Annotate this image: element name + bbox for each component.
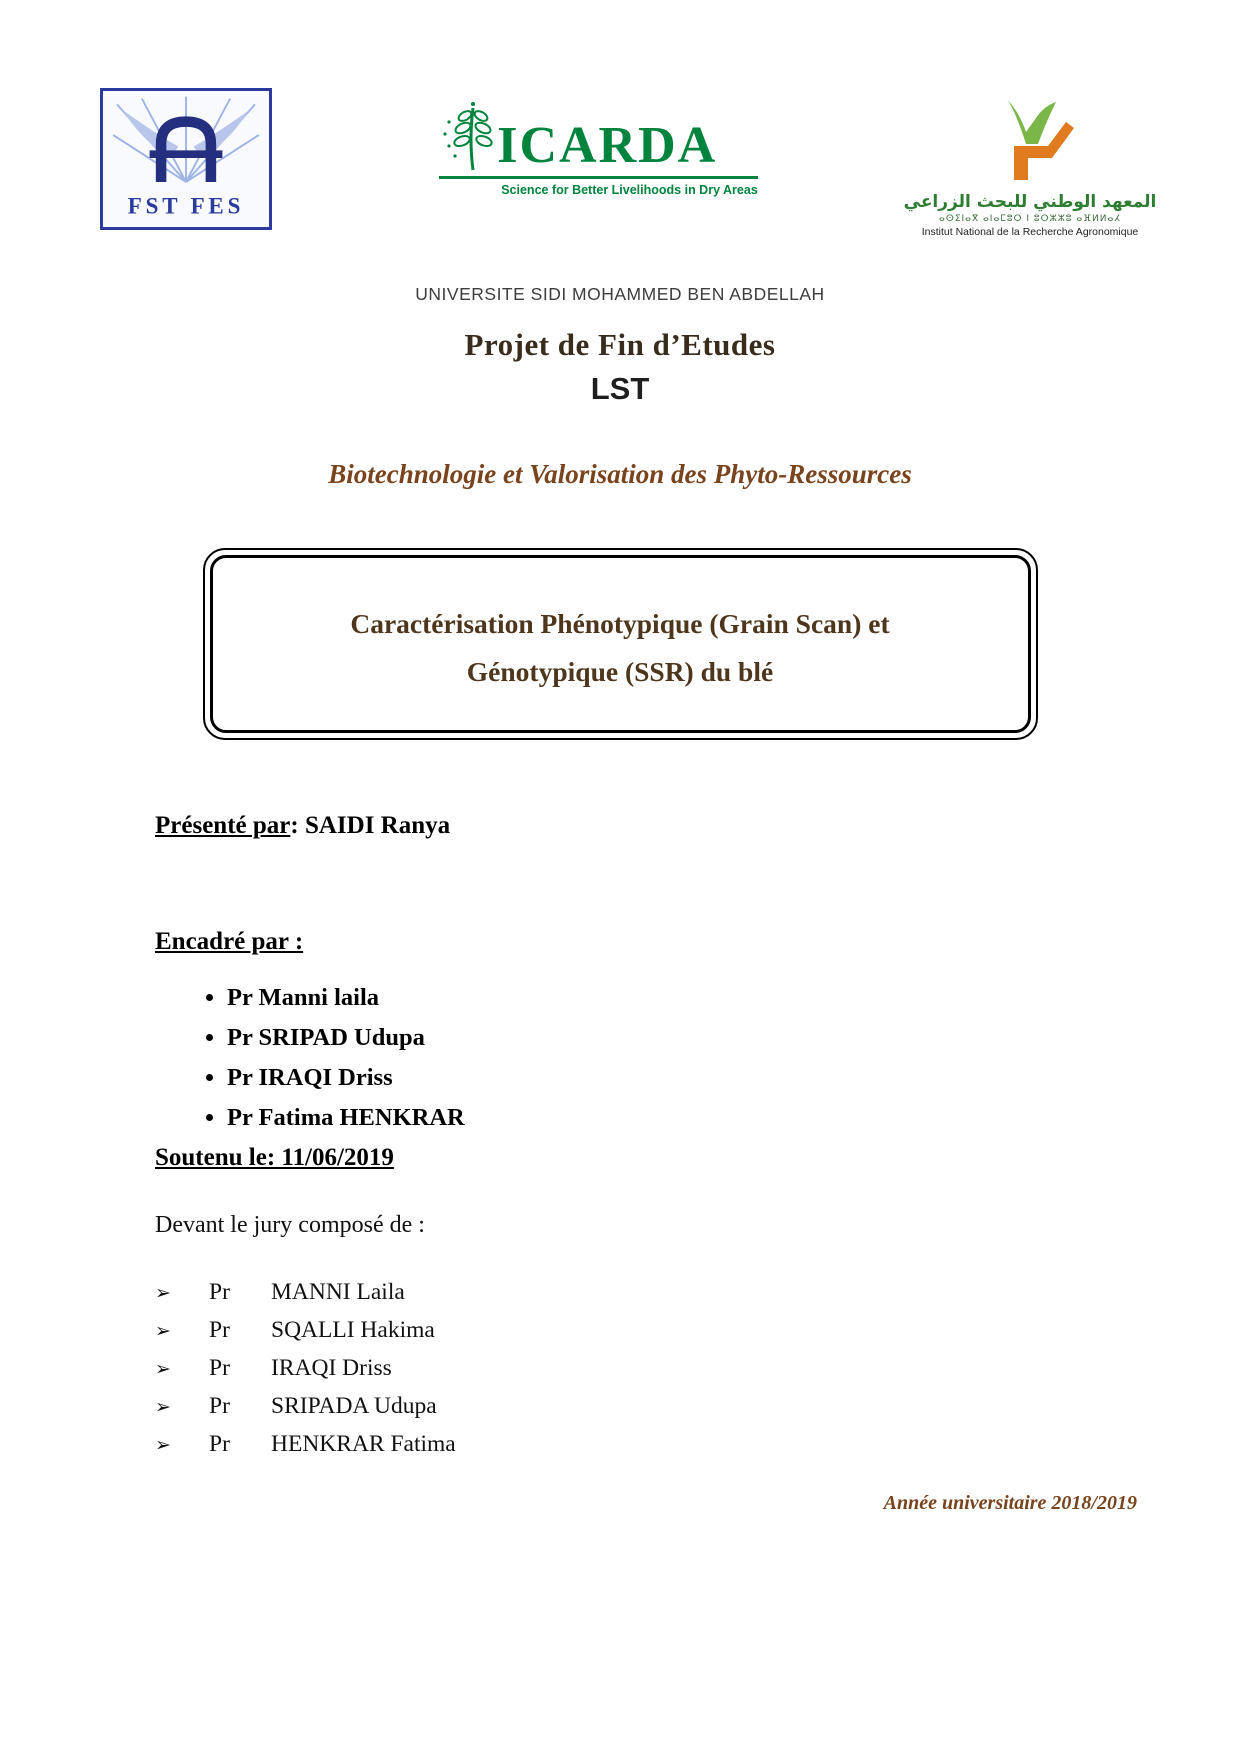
arrow-bullet-icon: ➢ bbox=[155, 1320, 171, 1343]
program-name: Biotechnologie et Valorisation des Phyto-Ressources bbox=[328, 459, 912, 489]
jury-member-name: SRIPADA Udupa bbox=[271, 1393, 437, 1420]
jury-row bbox=[155, 1355, 1120, 1382]
jury-member-title: Pr bbox=[209, 1279, 230, 1306]
jury-intro-line: Devant le jury composé de : bbox=[155, 1212, 425, 1239]
inra-tifinagh-name: ⴰⵙⵉⵏⴰⴳ ⴰⵏⴰⵎⵓⵔ ⵏ ⵓⵔⵣⵣⵓ ⴰⴼⵍⵍⴰⵃ bbox=[939, 214, 1121, 224]
defense-date-line: Soutenu le: 11/06/2019 bbox=[155, 1144, 394, 1172]
university-name: UNIVERSITE SIDI MOHAMMED BEN ABDELLAH bbox=[415, 284, 825, 304]
jury-member-name: SQALLI Hakima bbox=[271, 1317, 435, 1344]
presented-by-label: Présenté par bbox=[155, 812, 291, 840]
arrow-bullet-icon: ➢ bbox=[155, 1358, 171, 1381]
thesis-title-box bbox=[203, 548, 1038, 740]
jury-member-title: Pr bbox=[209, 1393, 230, 1420]
thesis-title-box-inner bbox=[210, 555, 1031, 733]
inra-plant-icon bbox=[970, 88, 1090, 188]
jury-row bbox=[155, 1317, 1120, 1344]
icarda-wordmark: ICARDA bbox=[497, 117, 718, 174]
jury-member-title: Pr bbox=[209, 1355, 230, 1382]
jury-row bbox=[155, 1279, 1120, 1306]
supervisors-list bbox=[155, 984, 1120, 1132]
jury-member-name: HENKRAR Fatima bbox=[271, 1431, 456, 1458]
inra-logo bbox=[903, 88, 1157, 238]
supervised-by-label: Encadré par : bbox=[155, 928, 304, 956]
content-area bbox=[0, 812, 1240, 1458]
arrow-bullet-icon: ➢ bbox=[155, 1282, 171, 1305]
document-title: Projet de Fin d’Etudes bbox=[464, 327, 776, 362]
jury-member-title: Pr bbox=[209, 1431, 230, 1458]
arrow-bullet-icon: ➢ bbox=[155, 1396, 171, 1419]
supervisor-item: • Pr Manni laila bbox=[227, 984, 1120, 1012]
fst-fes-logo-icon bbox=[103, 91, 269, 227]
jury-member-name: IRAQI Driss bbox=[271, 1355, 392, 1382]
supervisor-item: • Pr Fatima HENKRAR bbox=[227, 1104, 1120, 1132]
supervisor-item: • Pr IRAQI Driss bbox=[227, 1064, 1120, 1092]
jury-member-name: MANNI Laila bbox=[271, 1279, 405, 1306]
jury-member-title: Pr bbox=[209, 1317, 230, 1344]
academic-year: Année universitaire 2018/2019 bbox=[883, 1492, 1137, 1514]
svg-text:FST FES: FST FES bbox=[127, 193, 245, 219]
degree-title: LST bbox=[590, 371, 650, 406]
inra-arabic-name: المعهد الوطني للبحث الزراعي bbox=[903, 192, 1157, 212]
inra-french-name: Institut National de la Recherche Agronomique bbox=[921, 226, 1139, 238]
icarda-rule bbox=[439, 176, 758, 179]
arrow-bullet-icon: ➢ bbox=[155, 1434, 171, 1457]
presented-by-line bbox=[155, 812, 1120, 840]
fst-fes-logo bbox=[100, 88, 272, 230]
thesis-title-line2: Génotypique (SSR) du blé bbox=[466, 656, 774, 688]
thesis-title-line1: Caractérisation Phénotypique (Grain Scan) et bbox=[350, 608, 890, 639]
jury-row bbox=[155, 1431, 1120, 1458]
logos-row bbox=[0, 0, 1240, 238]
jury-row bbox=[155, 1393, 1120, 1420]
presented-by-value: : SAIDI Ranya bbox=[290, 812, 451, 840]
icarda-tagline: Science for Better Livelihoods in Dry Areas bbox=[501, 183, 758, 197]
icarda-logo bbox=[439, 100, 758, 197]
wheat-icon bbox=[439, 100, 497, 172]
jury-list bbox=[155, 1279, 1120, 1458]
supervisor-item: • Pr SRIPAD Udupa bbox=[227, 1024, 1120, 1052]
